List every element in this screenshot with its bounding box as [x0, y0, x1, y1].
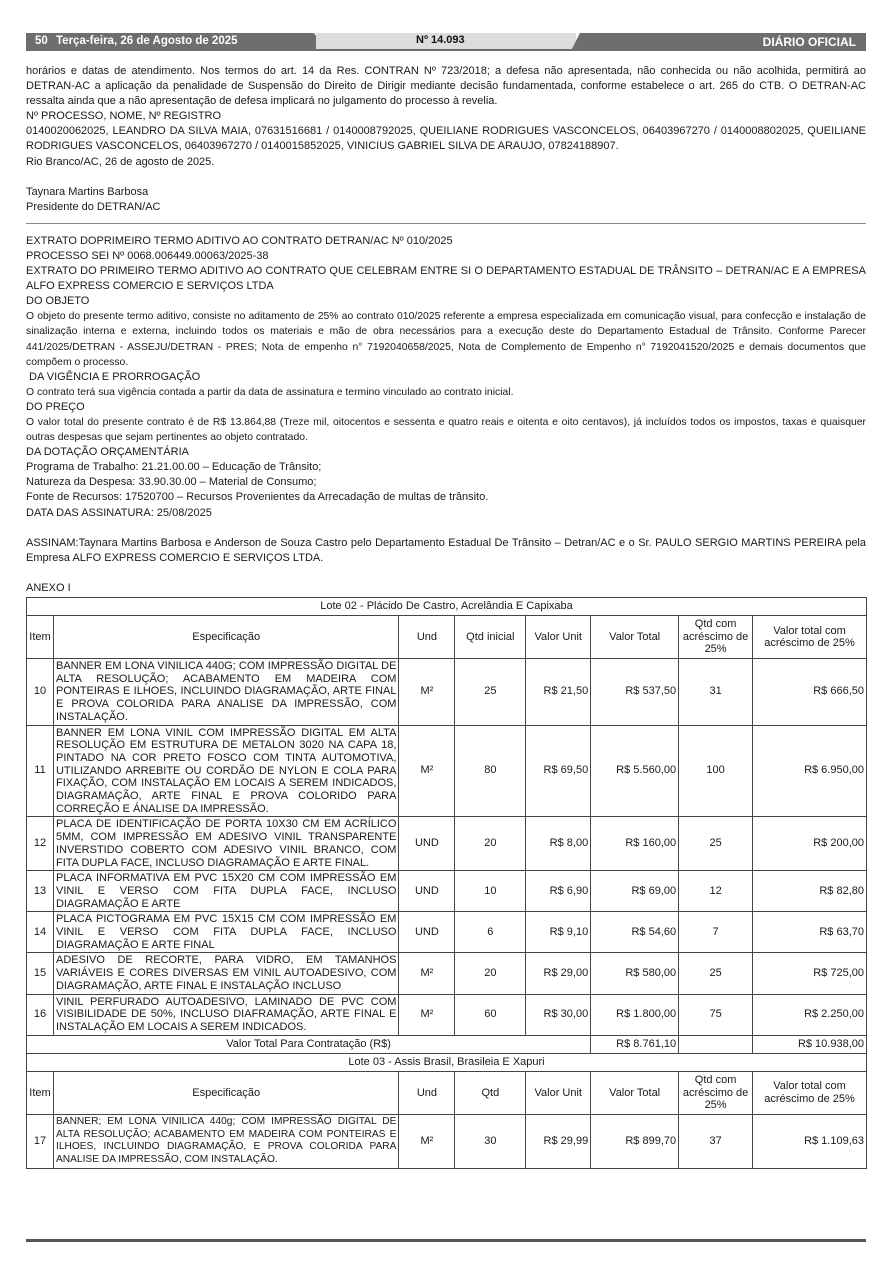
- table-header-row: [27, 616, 867, 659]
- cell-spec: BANNER EM LONA VINILICA 440G; COM IMPRESSÃO DIGITAL DE ALTA RESOLUÇÃO; ACABAMENTO EM MADEIRA COM PONTEIRAS E ILHOES, INCLUINDO DIAGRAMAÇÃO, ARTE FINAL E PROVA COLORIDA PARA ANALISE DA IMPRESSÃO, COM INSTALAÇÃO.: [53, 659, 398, 726]
- cell-unit: R$ 29,00: [526, 953, 591, 994]
- notice-paragraph: horários e datas de atendimento. Nos termos do art. 14 da Res. CONTRAN Nº 723/2018; a defesa não apresentada, não conhecida ou não acolhida, permitirá ao DETRAN-AC a aplicação da penalidade de Suspensão do Direito de Dirigir mediante decisão fundamentada, conforme estabelece o art. 265 do CTB. O DETRAN-AC ressalta ainda que a não apresentação de defesa implicará no julgamento do processo à revelia.: [26, 65, 866, 108]
- header-underline: [26, 49, 866, 51]
- cell-item: 11: [27, 725, 54, 817]
- spacer: [26, 566, 866, 581]
- cell-item: 14: [27, 912, 54, 953]
- table-row: [27, 1114, 867, 1168]
- cell-spec: PLACA DE IDENTIFICAÇÃO DE PORTA 10X30 CM EM ACRÍLICO 5MM, COM IMPRESSÃO EM ADESIVO VINIL TRANSPARENTE INVERSTIDO COBERTO COM ADESIVO VINIL BRANCO, COM FITA DUPLA FACE, INCLUSO DIAGRAMAÇÃO E ARTE FINAL.: [53, 817, 398, 871]
- notice-list-header: Nº PROCESSO, NOME, Nº REGISTRO: [26, 110, 222, 123]
- cell-total: R$ 69,00: [591, 871, 679, 912]
- cell-item: 16: [27, 994, 54, 1035]
- cell-qtd25: 25: [679, 953, 753, 994]
- col-qtd-acrescimo: Qtd com acréscimo de 25%: [679, 1071, 753, 1114]
- extract-process: PROCESSO SEI Nº 0068.006449.00063/2025-38: [26, 249, 269, 262]
- col-und: Und: [399, 616, 455, 659]
- cell-item: 15: [27, 953, 54, 994]
- cell-spec: PLACA PICTOGRAMA EM PVC 15X15 CM COM IMPRESSÃO EM VINIL E VERSO COM FITA DUPLA FACE, INCLUSO DIAGRAMAÇÃO E ARTE FINAL: [53, 912, 398, 953]
- cell-spec: PLACA INFORMATIVA EM PVC 15X20 CM COM IMPRESSÃO EM VINIL E VERSO COM FITA DUPLA FACE, INCLUSO DIAGRAMAÇÃO E ARTE: [53, 871, 398, 912]
- cell-unit: R$ 29,99: [526, 1114, 591, 1168]
- page-number: 50: [35, 35, 48, 47]
- col-valor-unit: Valor Unit: [526, 616, 591, 659]
- cell-total25: R$ 2.250,00: [753, 994, 867, 1035]
- cell-qtd: 10: [455, 871, 526, 912]
- table-row: [27, 659, 867, 726]
- signatory-role: Presidente do DETRAN/AC: [26, 200, 161, 213]
- cell-unit: R$ 21,50: [526, 659, 591, 726]
- cell-unit: R$ 9,10: [526, 912, 591, 953]
- col-valor-total: Valor Total: [591, 1071, 679, 1114]
- cell-qtd25: 7: [679, 912, 753, 953]
- cell-total: R$ 160,00: [591, 817, 679, 871]
- table-row: [27, 817, 867, 871]
- cell-total: R$ 899,70: [591, 1114, 679, 1168]
- cell-qtd: 6: [455, 912, 526, 953]
- cell-und: M²: [399, 994, 455, 1035]
- notice-place-date: Rio Branco/AC, 26 de agosto de 2025.: [26, 155, 215, 168]
- cell-und: UND: [399, 817, 455, 871]
- heading-vigencia: DA VIGÊNCIA E PRORROGAÇÃO: [26, 370, 201, 383]
- col-qtd-acrescimo: Qtd com acréscimo de 25%: [679, 616, 753, 659]
- signature-date: DATA DAS ASSINATURA: 25/08/2025: [26, 506, 212, 519]
- section-divider: [26, 223, 866, 224]
- col-valor-acrescimo: Valor total com acréscimo de 25%: [753, 616, 867, 659]
- cell-qtd: 25: [455, 659, 526, 726]
- table-header-row: [27, 1071, 867, 1114]
- cell-item: 17: [27, 1114, 54, 1168]
- notice-list: 0140020062025, LEANDRO DA SILVA MAIA, 07631516681 / 0140008792025, QUEILIANE RODRIGUES VASCONCELOS, 06403967270 / 0140008802025, QUEILIANE RODRIGUES VASCONCELOS, 06403967270 / 0140015852025, VINICIUS GABRIEL SILVA DE ARAUJO, 07824188907.: [26, 125, 866, 153]
- page-bottom-rule: [26, 1239, 866, 1242]
- col-item: Item: [27, 616, 54, 659]
- col-qtd: Qtd: [455, 1071, 526, 1114]
- cell-unit: R$ 8,00: [526, 817, 591, 871]
- lote-02-title-row: [27, 597, 867, 615]
- cell-qtd: 60: [455, 994, 526, 1035]
- cell-spec: BANNER; EM LONA VINILICA 440g; COM IMPRESSÃO DIGITAL DE ALTA RESOLUÇÃO; ACABAMENTO EM MADEIRA COM PONTEIRAS E ILHOES, INCLUINDO DIAGRAMAÇÃO, E PROVA COLORIDA PARA ANALISE DA IMPRESSÃO, COM INSTALAÇÃO.: [53, 1114, 398, 1168]
- extract-description: EXTRATO DO PRIMEIRO TERMO ADITIVO AO CONTRATO QUE CELEBRAM ENTRE SI O DEPARTAMENTO ESTADUAL DE TRÂNSITO – DETRAN/AC E A EMPRESA ALFO EXPRESS COMERCIO E SERVIÇOS LTDA: [26, 265, 866, 293]
- col-valor-acrescimo: Valor total com acréscimo de 25%: [753, 1071, 867, 1114]
- cell-und: M²: [399, 659, 455, 726]
- publication-title: DIÁRIO OFICIAL: [762, 35, 856, 49]
- cell-qtd: 30: [455, 1114, 526, 1168]
- cell-total25: R$ 63,70: [753, 912, 867, 953]
- cell-total: R$ 580,00: [591, 953, 679, 994]
- cell-unit: R$ 69,50: [526, 725, 591, 817]
- total-value: R$ 8.761,10: [591, 1035, 679, 1053]
- cell-und: M²: [399, 725, 455, 817]
- cell-unit: R$ 30,00: [526, 994, 591, 1035]
- extract-title: EXTRATO DOPRIMEIRO TERMO ADITIVO AO CONTRATO DETRAN/AC Nº 010/2025: [26, 234, 453, 247]
- table-row: [27, 912, 867, 953]
- lote-03-title: Lote 03 - Assis Brasil, Brasileia E Xapuri: [27, 1053, 867, 1071]
- cell-qtd25: 31: [679, 659, 753, 726]
- col-und: Und: [399, 1071, 455, 1114]
- objeto-text: O objeto do presente termo aditivo, consiste no aditamento de 25% ao contrato 010/2025 referente a empresa especializada em comunicação visual, para confecção e instalação de sinalização interna e externa, incluindo todos os materiais e mão de obra necessários para a execução deste do Departamento Estadual de Trânsito. Conforme Parecer 441/2025/DETRAN - ASSEJU/DETRAN - PRES; Nota de empenho n° 7192040658/2025, Nota de Complemento de Empenho n° 7192041520/2025 e demais documentos que compõem o processo.: [26, 311, 866, 368]
- col-qtd-inicial: Qtd inicial: [455, 616, 526, 659]
- table-row: [27, 994, 867, 1035]
- cell-total25: R$ 1.109,63: [753, 1114, 867, 1168]
- cell-total25: R$ 200,00: [753, 817, 867, 871]
- cell-item: 12: [27, 817, 54, 871]
- annex-title: ANEXO I: [26, 581, 71, 594]
- cell-total25: R$ 6.950,00: [753, 725, 867, 817]
- table-row: [27, 725, 867, 817]
- cell-total: R$ 5.560,00: [591, 725, 679, 817]
- cell-total25: R$ 666,50: [753, 659, 867, 726]
- table-row: [27, 953, 867, 994]
- vigencia-text: O contrato terá sua vigência contada a partir da data de assinatura e termino vinculado ao contrato inicial.: [26, 386, 514, 398]
- fonte-recursos: Fonte de Recursos: 17520700 – Recursos Provenientes da Arrecadação de multas de trânsito.: [26, 491, 489, 504]
- col-item: Item: [27, 1071, 54, 1114]
- heading-preco: DO PREÇO: [26, 400, 85, 413]
- spacer: [26, 521, 866, 536]
- lote-03-title-row: [27, 1053, 867, 1071]
- total-acrescimo-value: R$ 10.938,00: [753, 1035, 867, 1053]
- cell-spec: BANNER EM LONA VINIL COM IMPRESSÃO DIGITAL EM ALTA RESOLUÇÃO EM ESTRUTURA DE METALON 3020 NA CAPA 18, PINTADO NA COR PRETO FOSCO COM TINTA AUTOMOTIVA, UTILIZANDO ARREBITE OU CORDÃO DE NYLON E COLA PARA FIXAÇÃO, COM INSTALAÇÃO EM LOCAIS A SEREM INDICADOS, DIAGRAMAÇÃO, ARTE FINAL E PROVA COLORIDO PARA CORREÇÃO E ÁNALISE DA IMPRESSÃO.: [53, 725, 398, 817]
- total-empty: [679, 1035, 753, 1053]
- lote-02-title: Lote 02 - Plácido De Castro, Acrelândia E Capixaba: [27, 597, 867, 615]
- cell-und: M²: [399, 1114, 455, 1168]
- cell-qtd25: 100: [679, 725, 753, 817]
- heading-dotacao: DA DOTAÇÃO ORÇAMENTÁRIA: [26, 446, 189, 459]
- cell-total25: R$ 725,00: [753, 953, 867, 994]
- cell-qtd25: 25: [679, 817, 753, 871]
- issue-number: Nº 14.093: [416, 34, 465, 46]
- cell-spec: VINIL PERFURADO AUTOADESIVO, LAMINADO DE PVC COM VISIBILIDADE DE 50%, INCLUSO DIAFRAMAÇÃO, ARTE FINAL E INSTALAÇÃO EM LOCAIS A SEREM INDICADOS.: [53, 994, 398, 1035]
- table-row: [27, 871, 867, 912]
- cell-total: R$ 54,60: [591, 912, 679, 953]
- cell-qtd: 20: [455, 817, 526, 871]
- cell-qtd: 20: [455, 953, 526, 994]
- signatory-name: Taynara Martins Barbosa: [26, 185, 149, 198]
- page-content: [26, 64, 866, 1169]
- col-valor-unit: Valor Unit: [526, 1071, 591, 1114]
- cell-spec: ADESIVO DE RECORTE, PARA VIDRO, EM TAMANHOS VARIÁVEIS E CORES DIVERSAS EM VINIL AUTOADESIVO, COM DIAGRAMAÇÃO, ARTE FINAL E INSTALAÇÃO INCLUSO: [53, 953, 398, 994]
- cell-unit: R$ 6,90: [526, 871, 591, 912]
- preco-text: O valor total do presente contrato é de R$ 13.864,88 (Treze mil, oitocentos e sessenta e quatro reais e oitenta e oito centavos), já incluídos todos os impostos, taxas e quaisquer outras despesas que sejam pertinentes ao objeto contratado.: [26, 416, 866, 444]
- col-especificacao: Especificação: [53, 1071, 398, 1114]
- cell-total: R$ 1.800,00: [591, 994, 679, 1035]
- page-header: [26, 33, 866, 51]
- cell-und: UND: [399, 912, 455, 953]
- cell-qtd25: 37: [679, 1114, 753, 1168]
- spacer: [26, 170, 866, 185]
- cell-item: 10: [27, 659, 54, 726]
- cell-qtd25: 12: [679, 871, 753, 912]
- cell-und: UND: [399, 871, 455, 912]
- cell-total: R$ 537,50: [591, 659, 679, 726]
- issue-date: Terça-feira, 26 de Agosto de 2025: [56, 35, 238, 47]
- total-row: [27, 1035, 867, 1053]
- cell-qtd25: 75: [679, 994, 753, 1035]
- annex-table: [26, 597, 867, 1169]
- cell-qtd: 80: [455, 725, 526, 817]
- col-valor-total: Valor Total: [591, 616, 679, 659]
- heading-objeto: DO OBJETO: [26, 295, 90, 308]
- programa-trabalho: Programa de Trabalho: 21.21.00.00 – Educação de Trânsito;: [26, 461, 322, 474]
- cell-und: M²: [399, 953, 455, 994]
- cell-total25: R$ 82,80: [753, 871, 867, 912]
- total-label: Valor Total Para Contratação (R$): [27, 1035, 591, 1053]
- col-especificacao: Especificação: [53, 616, 398, 659]
- assinam-text: ASSINAM:Taynara Martins Barbosa e Anderson de Souza Castro pelo Departamento Estadual De Trânsito – Detran/AC e o Sr. PAULO SERGIO MARTINS PEREIRA pela Empresa ALFO EXPRESS COMERCIO E SERVIÇOS LTDA.: [26, 536, 866, 564]
- cell-item: 13: [27, 871, 54, 912]
- natureza-despesa: Natureza da Despesa: 33.90.30.00 – Material de Consumo;: [26, 476, 317, 489]
